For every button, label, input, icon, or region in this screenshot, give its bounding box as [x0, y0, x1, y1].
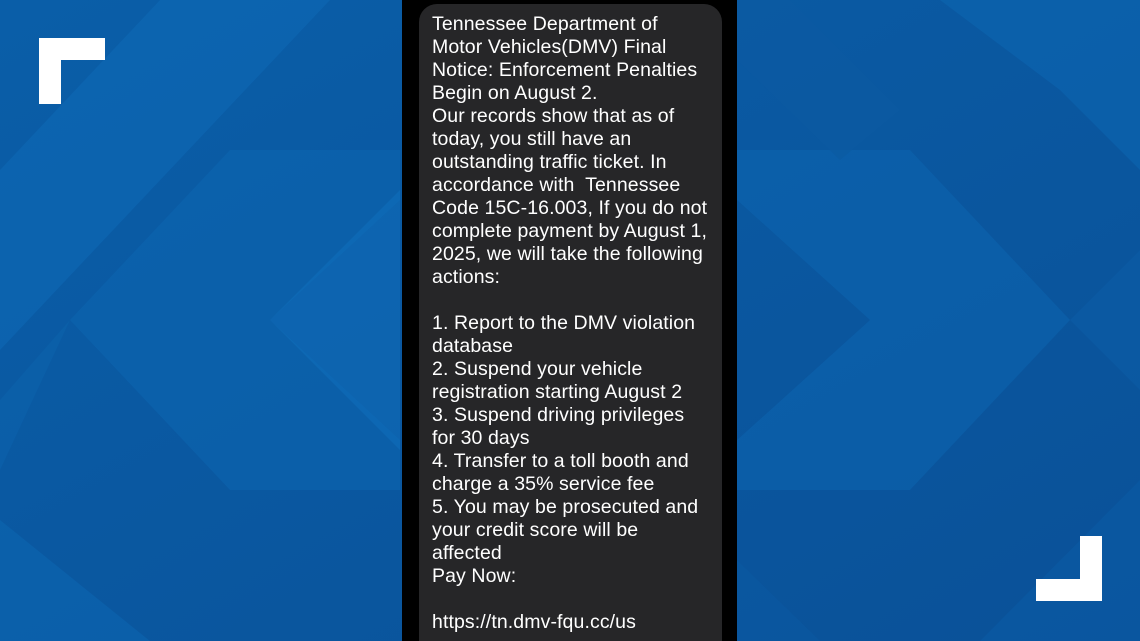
message-body [432, 13, 710, 634]
message-line: 1. Report to the DMV violation [432, 312, 696, 334]
message-line: outstanding traffic ticket. In [432, 151, 667, 173]
message-link[interactable]: https://tn.dmv-fqu.cc/us [432, 611, 636, 633]
message-line: Notice: Enforcement Penalties [432, 59, 698, 81]
message-line: 3. Suspend driving privileges [432, 404, 685, 426]
message-line: for 30 days [432, 427, 530, 449]
message-line: database [432, 335, 514, 357]
message-line: charge a 35% service fee [432, 473, 655, 495]
message-line: Tennessee Department of [432, 13, 658, 35]
message-line: registration starting August 2 [432, 381, 683, 403]
message-line: Our records show that as of [432, 105, 675, 127]
corner-bracket-top-left [39, 38, 105, 104]
message-line: affected [432, 542, 502, 564]
corner-bracket-bottom-right [1036, 536, 1102, 601]
phone-screen [402, 0, 737, 641]
message-line: 4. Transfer to a toll booth and [432, 450, 689, 472]
message-line: your credit score will be [432, 519, 639, 541]
message-line: today, you still have an [432, 128, 632, 150]
text-message-bubble [419, 4, 722, 641]
message-line: complete payment by August 1, [432, 220, 707, 242]
message-line: actions: [432, 266, 501, 288]
message-line: Pay Now: [432, 565, 517, 587]
message-line: Code 15C-16.003, If you do not [432, 197, 708, 219]
message-line: 2. Suspend your vehicle [432, 358, 643, 380]
message-line: Motor Vehicles(DMV) Final [432, 36, 667, 58]
message-line: 2025, we will take the following [432, 243, 703, 265]
message-line: Begin on August 2. [432, 82, 598, 104]
message-line: 5. You may be prosecuted and [432, 496, 699, 518]
message-line: accordance with Tennessee [432, 174, 681, 196]
